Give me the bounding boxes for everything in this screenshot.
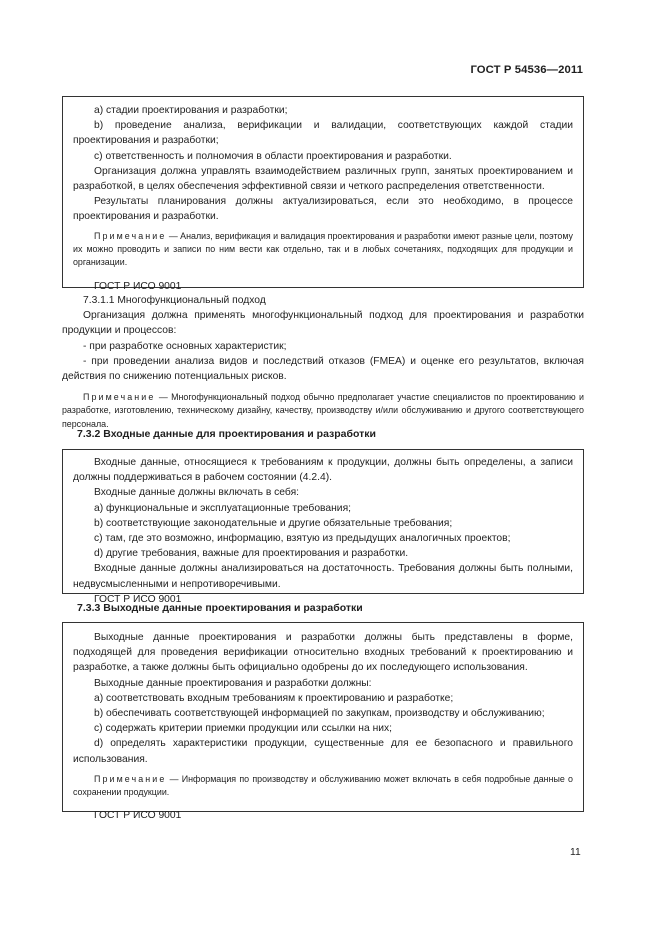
document-code: ГОСТ Р 54536—2011 [470, 64, 583, 76]
paragraph: Организация должна применять многофункциональный подход для проектирования и разработки продукции и процессов: [62, 310, 584, 337]
section-heading-7-3-2: 7.3.2 Входные данные для проектирования и разработки [77, 428, 376, 440]
list-item-a: a) стадии проектирования и разработки; [94, 105, 288, 116]
list-item-d: d) определять характеристики продукции, существенные для ее безопасного и правильного использования. [73, 738, 573, 765]
standard-reference: ГОСТ Р ИСО 9001 [94, 593, 182, 605]
standard-reference: ГОСТ Р ИСО 9001 [94, 810, 182, 822]
section-7-3-1-1 [62, 293, 584, 431]
list-item-b: b) обеспечивать соответствующей информацией по закупкам, производству и обслуживанию; [94, 708, 545, 720]
list-item: - при разработке основных характеристик; [83, 340, 287, 352]
list-item-c: c) ответственность и полномочия в области проектирования и разработки. [94, 150, 452, 162]
note [62, 391, 584, 431]
paragraph: Организация должна управлять взаимодействием различных групп, занятых проектированием и разработкой, в целях обеспечения эффективной связи и четкого распределения ответственности. [73, 165, 573, 193]
list-item-c: c) содержать критерии приемки продукции или ссылки на них; [94, 723, 393, 735]
list-item-b: b) проведение анализа, верификации и валидации, соответствующих каждой стадии проектирования и разработки; [73, 120, 573, 147]
paragraph: Входные данные, относящиеся к требованиям к продукции, должны быть определены, а записи должны поддерживаться в рабочем состоянии (4.2.4). [73, 457, 573, 484]
paragraph: Входные данные должны включать в себя: [94, 487, 300, 499]
list-item: - при проведении анализа видов и последствий отказов (FMEA) и оценке его результатов, включая действия по снижению потенциальных рисков. [62, 355, 584, 383]
paragraph: Результаты планирования должны актуализироваться, если это необходимо, в процессе проектирования и разработки. [73, 196, 573, 223]
quoted-requirements-box-1 [62, 96, 584, 293]
standard-reference: ГОСТ Р ИСО 9001 [94, 281, 182, 293]
list-item-a: a) функциональные и эксплуатационные требования; [94, 502, 351, 514]
paragraph: Выходные данные проектирования и разработки должны быть представлены в форме, подходящей для проведения верификации относительно входных требований к проектированию и разработке, а также должны быть официально одобрены до их последующего использования. [73, 632, 573, 674]
list-item-b: b) соответствующие законодательные и другие обязательные требования; [94, 517, 453, 529]
note [73, 773, 573, 799]
quoted-requirements-box-3 [62, 622, 584, 822]
note-text: — Информация по производству и обслуживанию может включать в себя подробные данные о сохранении продукции. [73, 773, 573, 798]
note-label: Примечание [94, 773, 167, 784]
note-label: Примечание [83, 392, 156, 403]
page-number: 11 [570, 847, 581, 858]
note-text: — Многофункциональный подход обычно предполагает участие специалистов по проектированию и разработке, изготовлению, техническому дизайну, качеству, производству и/или обслуживанию и другого соответствующего персонала. [62, 392, 584, 429]
list-item-d: d) другие требования, важные для проектирования и разработки. [94, 548, 409, 560]
list-item-a: a) соответствовать входным требованиям к проектированию и разработке; [94, 692, 454, 704]
paragraph: Входные данные должны анализироваться на достаточность. Требования должны быть полными, недвусмысленными и непротиворечивыми. [73, 563, 573, 590]
list-item-c: c) там, где это возможно, информацию, взятую из предыдущих аналогичных проектов; [94, 533, 511, 545]
paragraph: Выходные данные проектирования и разработки должны: [94, 677, 372, 689]
note [73, 230, 573, 270]
section-title: 7.3.1.1 Многофункциональный подход [83, 295, 266, 306]
quoted-requirements-box-2 [62, 449, 584, 605]
section-heading-7-3-3: 7.3.3 Выходные данные проектирования и разработки [77, 602, 363, 614]
note-label: Примечание [94, 230, 167, 241]
note-text: — Анализ, верификация и валидация проектирования и разработки имеют разные цели, поэтому их можно проводить и записи по ним вести как отдельно, так и в любых сочетаниях, подходящих для продукции и организации. [73, 230, 573, 268]
